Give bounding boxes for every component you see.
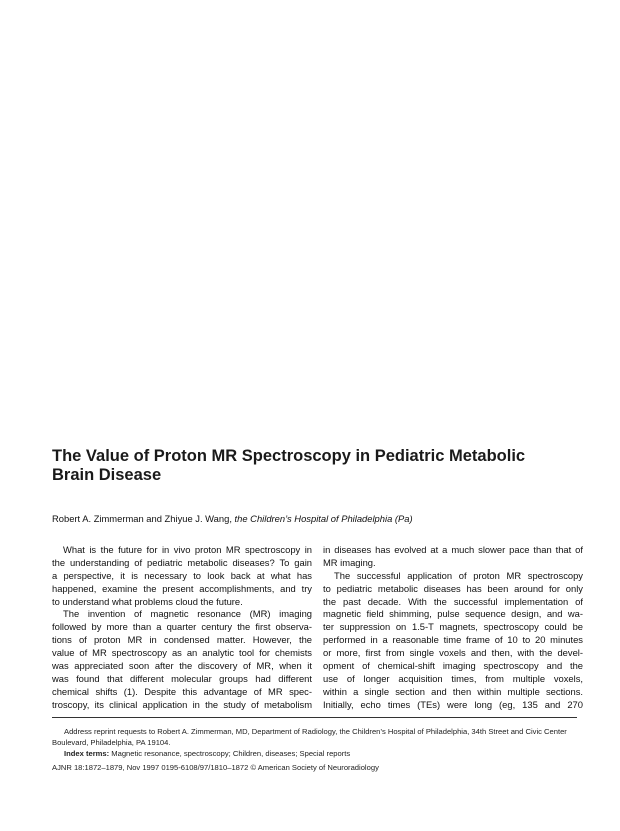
body-line: performed in a reasonable time frame of 10 to 20 minutes xyxy=(323,634,583,646)
title-line-1: The Value of Proton MR Spectroscopy in Pediatric Metabolic xyxy=(52,447,526,465)
body-line: ter suppression on 1.5-T magnets, spectroscopy could be xyxy=(323,621,583,633)
author-line xyxy=(52,513,413,524)
body-line: troscopy, its clinical application in the study of metabolism xyxy=(52,698,312,710)
index-terms-text: Magnetic resonance, spectroscopy; Children, diseases; Special reports xyxy=(111,749,351,758)
body-line: tions of proton MR in condensed matter. However, the xyxy=(52,634,312,646)
body-line: the past decade. With the successful implementation of xyxy=(323,595,583,607)
body-line: use of longer acquisition times, from multiple voxels, xyxy=(323,672,583,684)
index-terms-label: Index terms: xyxy=(64,749,110,758)
body-line: a perspective, it is necessary to look back at what has xyxy=(52,569,312,581)
body-line: value of MR spectroscopy as an analytic tool for chemists xyxy=(52,647,312,659)
body-line: within a single section and then within multiple sections. xyxy=(323,685,583,697)
citation-line: AJNR 18:1872–1879, Nov 1997 0195-6108/97/1810–1872 © American Society of Neuroradiology xyxy=(52,763,379,772)
body-line: was appreciated soon after the discovery of MR, when it xyxy=(52,660,312,672)
body-line: Initially, echo times (TEs) were long (eg, 135 and 270 xyxy=(323,698,583,710)
body-line: opment of chemical-shift imaging spectroscopy and the xyxy=(323,660,583,672)
body-column-left xyxy=(52,544,312,712)
footnote-address-line-1: Address reprint requests to Robert A. Zimmerman, MD, Department of Radiology, the Children’s Hospital of Philadelphia, 34th Street and Civic Center xyxy=(64,727,567,736)
body-line: The invention of magnetic resonance (MR) imaging xyxy=(63,608,312,620)
body-line: the understanding of pediatric metabolic diseases? To gain xyxy=(52,556,312,568)
title-line-2: Brain Disease xyxy=(52,466,162,484)
body-line: magnetic field shimming, pulse sequence design, and wa- xyxy=(323,608,583,620)
body-line: to pediatric metabolic diseases has been around for only xyxy=(323,582,583,594)
author-affiliation: the Children’s Hospital of Philadelphia (Pa) xyxy=(234,513,413,524)
body-line: to understand what problems cloud the future. xyxy=(52,595,243,607)
body-line: chemical shifts (1). Despite this advantage of MR spec- xyxy=(52,685,312,697)
body-line: The successful application of proton MR spectroscopy xyxy=(334,569,583,581)
body-line: was found that different molecular groups had different xyxy=(52,672,312,684)
body-line: happened, examine the present accomplishments, and try xyxy=(52,582,312,594)
body-line: or more, first from single voxels and then, with the devel- xyxy=(323,647,583,659)
author-names: Robert A. Zimmerman and Zhiyue J. Wang, xyxy=(52,513,232,524)
body-line: What is the future for in vivo proton MR spectroscopy in xyxy=(63,544,312,555)
body-line: in diseases has evolved at a much slower pace than that of xyxy=(323,544,583,555)
article-title xyxy=(52,447,572,485)
index-terms xyxy=(64,748,350,759)
body-line: MR imaging. xyxy=(323,556,376,568)
body-line: followed by more than a quarter century the first observa- xyxy=(52,621,312,633)
footnote-address-line-2: Boulevard, Philadelphia, PA 19104. xyxy=(52,738,171,747)
body-column-right xyxy=(323,544,583,712)
footnote-divider xyxy=(52,717,577,718)
